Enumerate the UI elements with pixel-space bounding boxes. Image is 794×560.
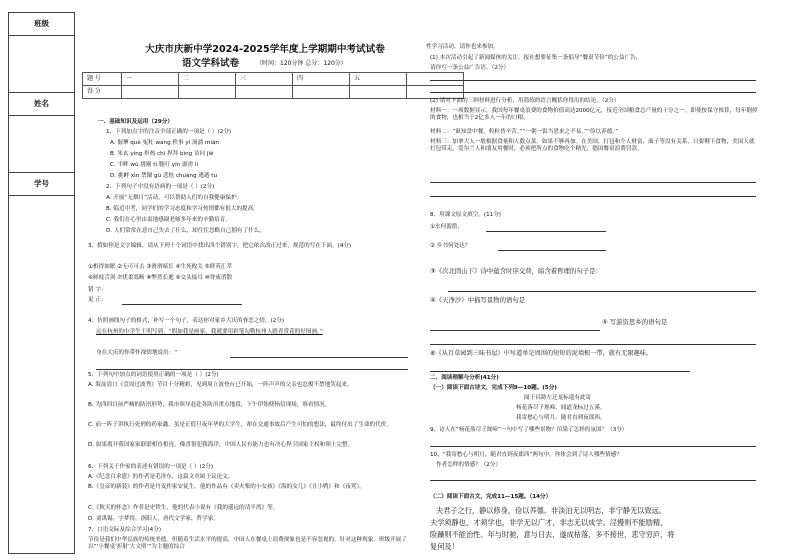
class-field[interactable]	[9, 36, 74, 93]
passage-2-heading: （二）阅读下面古文，完成11—15题。（14分）	[430, 494, 552, 500]
name-field[interactable]	[9, 116, 74, 173]
question-3: 3、假如你是文字编辑，请从下列十个词语中找出四个错别字，把它依次改正过来，规范的写在下面。(4分)	[88, 243, 352, 249]
fill-8c: ③《次北固山下》诗中蕴含时序交替，暗含着哲理的句子是：	[430, 267, 602, 275]
question-9: 9、诗人在“杨花落尽子规啼”一句中写了哪些景物？渲染了怎样的氛围？（3分）	[430, 427, 628, 433]
passage-line-1: 夫君子之行，静以修身，俭以养德。非淡泊无以明志，非宁静无以致远。	[436, 506, 667, 515]
student-id-label: 学号	[9, 173, 74, 196]
score-cell: 一	[122, 73, 179, 86]
q7-part1: (1) 本次活动引起了新闻媒体的关注，报社想要征集一条倡导“餐桌节俭”的公益广告，	[430, 55, 642, 61]
score-value-row	[83, 86, 464, 99]
passage-line-3: 险躁则不能治性。年与时驰，意与日去，遂成枯落，多不接世，悲守穷庐，将	[430, 530, 675, 539]
answer-blank[interactable]	[430, 196, 756, 197]
correction-blank[interactable]	[122, 304, 242, 305]
option-1c: C. 半畔 wù 挑剔 tì 脆叮 yín 霹雳 lì	[110, 162, 199, 168]
question-10-note: 作者怎样的情感？（2分）	[436, 462, 502, 468]
score-cell: 五	[350, 73, 407, 86]
score-table	[82, 72, 464, 99]
material-2: 材料二：“谁知盘中餐，粒粒皆辛苦。”“一粥一饭当思来之不易。”“俭以养德。”	[430, 129, 618, 135]
poem-title: 闻王昌龄左迁龙标遥有此寄	[524, 395, 592, 401]
question-1: 1、下列加点字的注音全部正确的一项是（ ）(2分)	[106, 129, 232, 135]
answer-blank[interactable]	[430, 371, 690, 372]
option-6c: C.《秋天的怀念》作者是史铁生，他的代表小说有《我的遥远的清平湾》等。	[88, 505, 279, 511]
option-1d: D. 挑衅 xìn 禁锢 gù 悲怆 chuàng 逃遁 tu	[110, 173, 217, 179]
option-5a: A. 海淀清口《壹周过波秀》节目十分精彩，见到周立波登台已开始，一阵声声的父亲也忍俊不禁地笑起来。	[88, 382, 353, 388]
question-8: 8、用课文原文填空。(11分)	[430, 212, 501, 218]
answer-blank[interactable]	[230, 357, 408, 358]
score-cell: 四	[293, 73, 350, 86]
answer-blank[interactable]	[430, 480, 756, 481]
option-5c: C. 前一阵子讲执行死刑的药家鑫，虽是正值旦夜年华的大学生，却在交通事故后产生可怕的想法，最终付出了生命的代价。	[88, 422, 392, 428]
question-4-prompt: 身在大庆的你带怀深情地说出：“	[96, 350, 178, 356]
name-label: 姓名	[9, 93, 74, 116]
answer-blank[interactable]	[430, 92, 756, 93]
poem-line-2: 我寄愁心与明月，随君直到夜郎西。	[516, 415, 606, 421]
score-entry[interactable]	[179, 86, 236, 99]
score-cell: 题 号	[83, 73, 122, 86]
option-1a: A. 倔犟 què 冤枉 wang 秩事 yì 流淌 mián	[110, 140, 219, 146]
section-2-heading: 二、阅读理解与分析(41分)	[430, 375, 499, 381]
passage-line-4: 复何及！	[430, 542, 459, 551]
exam-meta: （时间：120分钟 总分：120分）	[256, 60, 347, 67]
answer-blank[interactable]	[430, 344, 756, 345]
wrong-char-label: 错 字：	[88, 287, 107, 293]
option-6b: B.《皇帝的新装》的作者是丹麦作家安徒生。他的作品有《卖火柴的小女孩》《海的女儿》《丑小鸭》和《夜莺》。	[88, 484, 365, 490]
fill-8e: ⑤ 写游资思乡的语句是	[602, 318, 668, 326]
section-1-heading: 一、基础知识及运用（29分）	[98, 119, 173, 125]
option-1b: B. 朱玄 yíng 炽热 chì 捍拜 bìng 诘问 jié	[110, 151, 214, 157]
q7-continued: 性学习活动。请你也来参加。	[426, 44, 499, 50]
student-info-box	[8, 12, 75, 554]
question-7-text: 节俭是我们中华民族的传统美德。但随着生活水平的提高，中国人在餐桌上浪费现象也是不容忽视的，针对这种现象，班级开展了以“‘小餐桌’折射‘大文明’”为主题的综合	[88, 537, 407, 550]
question-7: 7、口语交际及综合学习(4分)	[88, 527, 162, 533]
answer-blank[interactable]	[430, 182, 756, 183]
option-2b: B. 临近中考，同学们的学习态度和学习热情都有很大的提高。	[106, 206, 259, 212]
student-id-field[interactable]	[9, 196, 74, 552]
word-list-2: ⑥鲜枝舌剑 ⑦忧柔寡断 ⑧弊然长逝 ⑨交头接耳 ⑩咎戒消散	[88, 275, 233, 281]
class-label: 班级	[9, 13, 74, 36]
option-2c: C. 我们在心里由衷地感谢老师多年来的辛勤培育。	[106, 217, 231, 223]
answer-blank[interactable]	[486, 231, 606, 232]
exam-title: 大庆市庆新中学2024-2025学年度上学期期中考试试卷	[145, 44, 385, 55]
word-list-1: ①相得如眠 ②无可可击 ③滑滑暗长 ④生死攸关 ⑤群英汇萃	[88, 264, 233, 270]
fill-8a: ①水何澹澹，	[430, 224, 463, 230]
option-2d: D. 人们常常在意自己失去了什么，却往往忽略自己拥有了什么。	[106, 228, 265, 234]
passage-line-2: 夫学须静也，才须学也，非学无以广才，非志无以成学。淫慢则不能励精，	[430, 518, 668, 527]
question-4: 4、仿照画线句子的格式，补写一个句子，表达你对家乡大庆的眷恋之情。(2分)	[88, 318, 285, 324]
material-1: 材料一：一项数据显示，我国每年餐桌浪费的食物价值高达2000亿元，接近全国粮食总产量的十分之一。即使按保守推算，每年倒掉的食物，也相当于2亿多人一年的口粮。	[430, 108, 758, 121]
score-entry[interactable]	[236, 86, 293, 99]
option-5b: B. 为四四目前严峻的防汛形势，我市领导赶赴各防汛重点地段，下午伊始便指信现场，察看情况。	[88, 402, 331, 408]
score-cell: 三	[236, 73, 293, 86]
fill-8f: ⑥《从百草园到三味书屋》中写道单是周围的短短的泥墙根一带，就有无限趣味。	[430, 350, 653, 357]
question-2: 2、下列句子中没有语病的一项是（ ）(2分)	[106, 184, 215, 190]
material-3: 材料三：加拿大人一般根据食量和人数点菜，如果不够再加。在美国，打包和个人财富、面子等没有关系，只要剩下食物，美国人就打包带走，爱尔兰人和朋友用餐时，必须把所点的食物吃个精光，德国餐桌浪费罚款。	[430, 139, 755, 152]
answer-blank[interactable]	[448, 291, 756, 292]
correction-label: 更 正：	[88, 297, 107, 303]
answer-blank[interactable]	[430, 446, 756, 447]
score-entry[interactable]	[122, 86, 179, 99]
option-5d: D. 如果离开我国家家联联相直相连，像喜很犯我海洋，中国人民有能力也有决心捍卫国家主权和领土完整。	[88, 442, 354, 448]
q7-part1-note: 请你写一条公益广告语。（2分）	[430, 65, 510, 71]
question-6: 6、下列关于作家的表述有错误的一项是（ ）(2分)	[88, 464, 214, 470]
option-2a: A. 开展“无烟日”活动，可以帮助人们的自我健康保护。	[106, 195, 243, 201]
option-6a: A.《纪念白求恩》的作者是毛泽东，这篇文章属于议论文。	[88, 474, 234, 480]
fill-8b: ② 乡书何处达？	[430, 243, 471, 249]
passage-1-heading: （一）阅读下面古诗文，完成下列9—10题。(5分)	[430, 385, 557, 391]
score-cell	[407, 73, 464, 86]
score-header-row	[83, 73, 464, 86]
answer-blank[interactable]	[430, 330, 600, 331]
answer-blank[interactable]	[430, 80, 756, 81]
subject-title: 语文学科试卷	[182, 58, 240, 69]
q7-part2: (2) 请对下面的三则材料进行分析，用简练的语言概括你得出的结论。（2分）	[430, 98, 620, 104]
score-entry[interactable]	[350, 86, 407, 99]
fill-8d: ④《天净沙》中描写景物的语句是	[430, 296, 526, 304]
answer-blank[interactable]	[498, 250, 606, 251]
option-6d: D. 刘禹锡，字梦得，洛阳人，唐代文学家，哲学家。	[88, 516, 219, 522]
poem-line-1: 杨花落尽子规啼，闻道龙标过五溪。	[516, 405, 606, 411]
question-10: 10、“我寄愁心与明月，随君直到夜郎西”两句中，你体会到了诗人哪些情感？	[430, 452, 622, 458]
score-cell: 二	[179, 73, 236, 86]
score-cell: 得 分	[83, 86, 122, 99]
question-5: 5、下列句中加点的词语使用正确的一项是（ ）(2分)	[88, 372, 219, 378]
question-4-example: 远在杭州的中学生王明写到：“假如我是画家，我就要用彩笔勾勒杭州人踏青赏花的好图画。”	[96, 329, 323, 335]
answer-blank[interactable]	[96, 369, 408, 370]
score-entry[interactable]	[293, 86, 350, 99]
